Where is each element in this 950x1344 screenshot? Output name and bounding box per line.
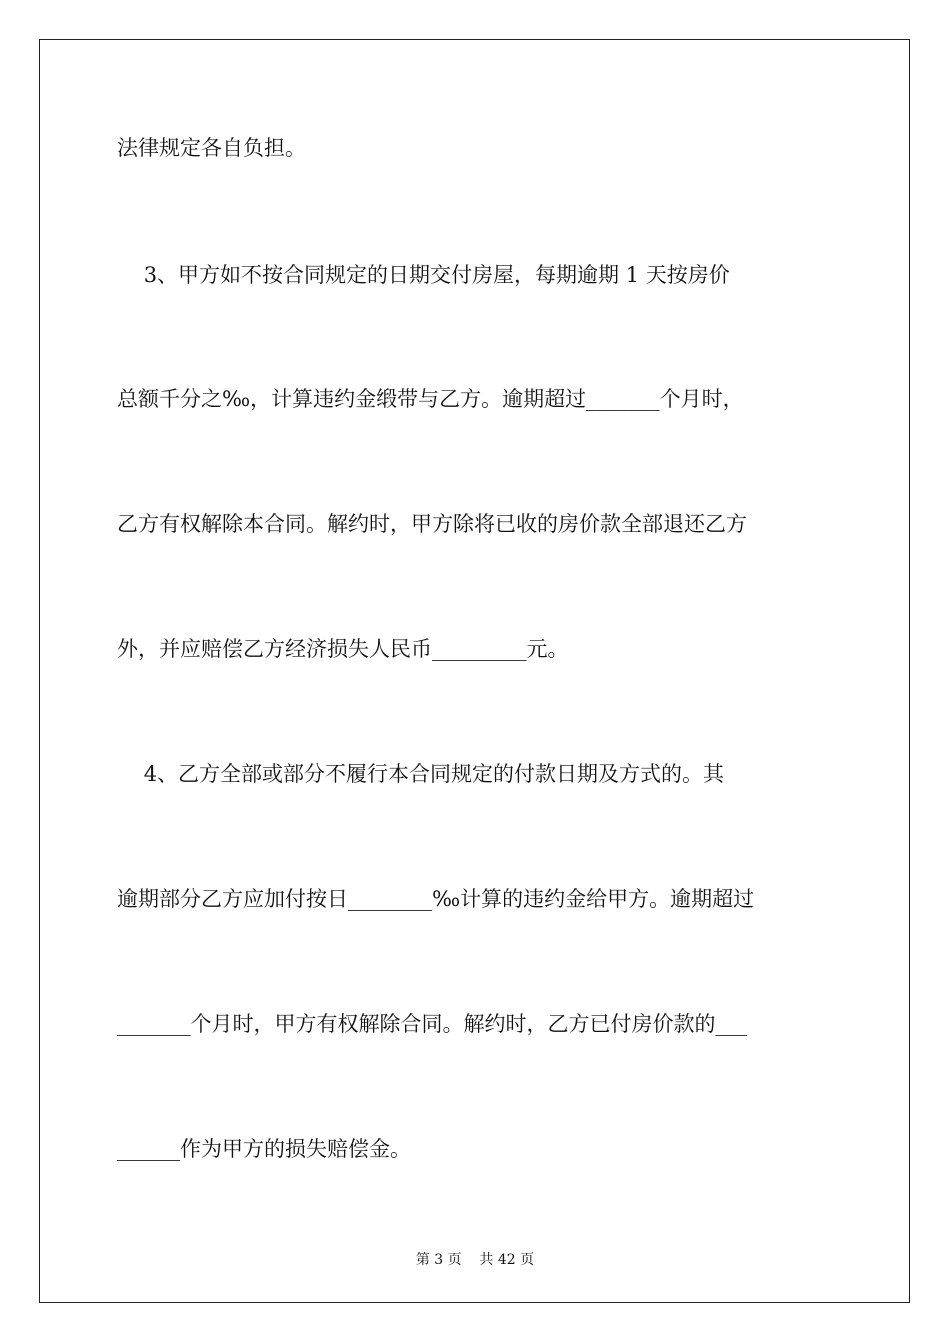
text-line-3: 总额千分之‰，计算违约金缎带与乙方。逾期超过_______个月时，	[117, 387, 744, 411]
text-line-9: ______作为甲方的损失赔偿金。	[117, 1137, 411, 1161]
text-line-6: 4、乙方全部或部分不履行本合同规定的付款日期及方式的。其	[117, 762, 725, 786]
text-line-1: 法律规定各自负担。	[117, 136, 306, 160]
text-line-7: 逾期部分乙方应加付按日________‰计算的违约金给甲方。逾期超过	[117, 887, 755, 911]
text-line-4: 乙方有权解除本合同。解约时，甲方除将已收的房价款全部退还乙方	[117, 512, 747, 536]
text-line-8: _______个月时，甲方有权解除合同。解约时，乙方已付房价款的___	[117, 1012, 747, 1036]
text-line-5: 外，并应赔偿乙方经济损失人民币_________元。	[117, 637, 569, 661]
page-number-footer: 第 3 页 共 42 页	[415, 1252, 535, 1268]
text-line-2: 3、甲方如不按合同规定的日期交付房屋，每期逾期 1 天按房价	[117, 263, 730, 287]
page-border	[39, 39, 910, 1303]
